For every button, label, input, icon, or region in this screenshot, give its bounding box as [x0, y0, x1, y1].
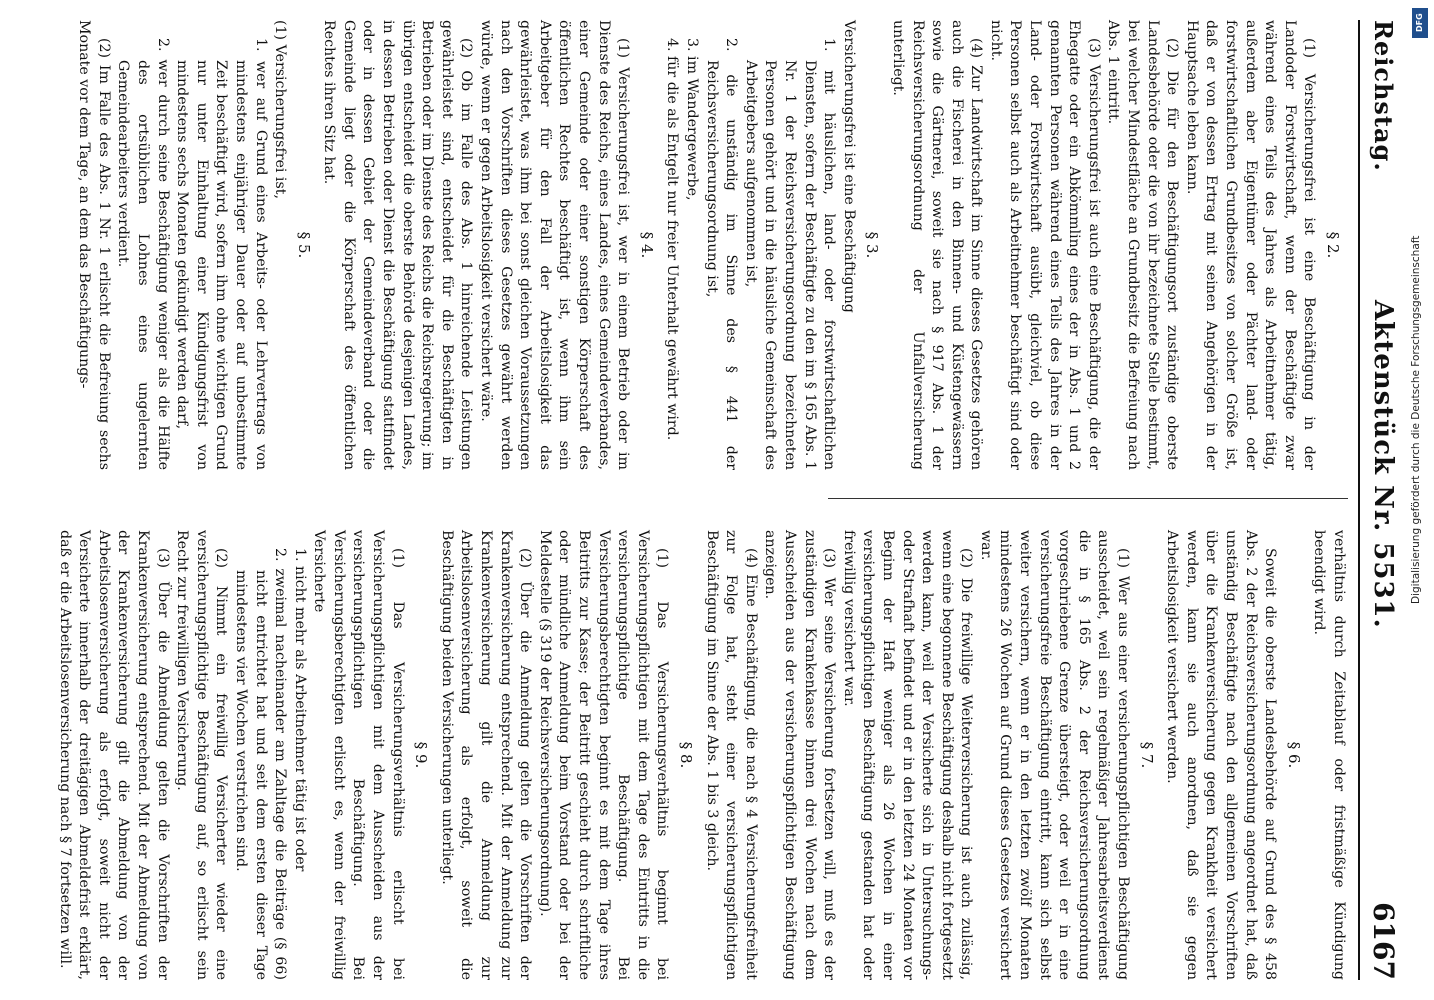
- section-heading: § 4.: [637, 231, 656, 259]
- section-heading: § 3.: [863, 231, 882, 259]
- paragraph: (2) Im Falle des Abs. 1 Nr. 1 erlischt die Befreiung sechs Monate vor dem Tage, an dem das Beschäftigungs-: [76, 20, 112, 470]
- section-heading: § 8.: [677, 741, 695, 769]
- paragraph: (4) Zur Landwirtschaft im Sinne dieses Gesetzes gehören auch die Fischerei in den Binnen- und Küstengewässern sowie die Gärtnerei, soweit sie nach § 917 Abs. 1 der Reichsversicherungsordnung der Unfallversicherung unterliegt.: [889, 20, 985, 470]
- list-item: 4. für die als Entgelt nur freier Unterhalt gewährt wird.: [664, 38, 681, 441]
- paragraph: (1) Das Versicherungsverhältnis beginnt bei Versicherungspflichtigen mit dem Tage des Eintritts in die versicherungspflichtige Beschäftigung. Bei Versicherungsberechtigten beginnt es mit dem Tage ihres Beitritts zur Kasse; der Beitritt geschieht durch schriftliche oder mündliche Anmeldung beim Vorstand oder bei der Meldestelle (§ 319 der Reichsversicherungsordnung).: [536, 530, 671, 980]
- paragraph: (2) Nimmt ein freiwillig Versicherter wieder eine versicherungspflichtige Beschäftigung auf, so erlischt sein Recht zur freiwilligen Versicherung.: [174, 530, 230, 980]
- section-heading: § 9.: [412, 741, 431, 769]
- left-column: [78, 20, 1348, 470]
- paragraph: (1) Das Versicherungsverhältnis erlischt bei Versicherungspflichtigen mit dem Ausscheiden aus der versicherungspflichtigen Beschäftigung. Bei Versicherungsberechtigten erlischt es, wenn der freiwillig Versicherte: [311, 530, 406, 980]
- paragraph: (2) Über die Anmeldung gelten die Vorschriften der Krankenversicherung entsprechend. Mit der Anmeldung zur Krankenversicherung gilt die Anmeldung zur Arbeitslosenversicherung als erfolgt, soweit die Beschäftigung beiden Versicherungen unterliegt.: [438, 530, 534, 980]
- paragraph: (1) Versicherungsfrei ist,: [272, 20, 289, 199]
- rotated-page: [56, 20, 1400, 980]
- section-heading: § 6.: [1284, 741, 1303, 769]
- section-heading: § 5.: [294, 231, 313, 259]
- paragraph: (1) Versicherungsfrei ist eine Beschäftigung in der Landoder Forstwirtschaft, wenn der Beschäftigte zwar während eines Teils des Jahres als Arbeitnehmer tätig, außerdem aber Eigentümer oder Pächter land- oder forstwirtschaftlichen Grundbesitzes von solcher Größe ist, daß er von dessen Ertrag mit seinen Angehörigen in der Hauptsache leben kann.: [1183, 20, 1318, 470]
- section-heading: § 2.: [1324, 231, 1342, 259]
- paragraph: verhältnis durch Zeitablauf oder fristmäßige Kündigung beendigt wird.: [1311, 530, 1347, 980]
- paragraph: (2) Die freiwillige Weiterversicherung ist auch zulässig, wenn eine begonnene Beschäftigung deshalb nicht fortgesetzt werden kann, weil der Versicherte sich in Untersuchungs- oder Strafhaft befindet und er in den letzten 24 Monaten vor Beginn der Haft weniger als 26 Wochen in einer versicherungspflichtigen Beschäftigung gestanden hat oder freiwillig versichert war.: [840, 530, 975, 980]
- header-title: Aktenstück Nr. 5531.: [1368, 300, 1398, 629]
- paragraph: (3) Versicherungsfrei ist auch eine Beschäftigung, die der Ehegatte oder ein Abkömmling eines der in Abs. 1 und 2 genannten Personen während eines Teils des Jahres in der Land- oder Forstwirtschaft ausübt, gleichviel, ob diese Personen selbst auch als Arbeitnehmer beschäftigt sind oder nicht.: [987, 20, 1102, 470]
- digitization-margin: [1400, 0, 1434, 1000]
- page-header: [1358, 20, 1400, 980]
- list-item: 2. die unständig im Sinne des § 441 der Reichsversicherungsordnung ist,: [703, 38, 740, 470]
- paragraph: (2) Die für den Beschäftigungsort zuständige oberste Landesbehörde oder die von ihr bezeichnete Stelle bestimmt, bei welcher Mindestfläche an Grundbesitz die Befreiung nach Abs. 1 eintritt.: [1105, 20, 1181, 470]
- paragraph: (4) Eine Beschäftigung, die nach § 4 Versicherungsfreiheit zur Folge hat, steht einer versicherungspflichtigen Beschäftigung im Sinne der Abs. 1 bis 3 gleich.: [703, 530, 759, 980]
- column-divider: [828, 498, 1348, 499]
- paragraph: (3) Wer seine Versicherung fortsetzen will, muß es der zuständigen Krankenkasse binnen drei Wochen nach dem Ausscheiden aus der versicherungspflichtigen Beschäftigung anzeigen.: [762, 530, 838, 980]
- page-number: 6167: [1367, 902, 1400, 980]
- list-item: 3. im Wandergewerbe,: [684, 38, 700, 201]
- section-heading: § 7.: [1137, 741, 1156, 769]
- paragraph: (1) Wer aus einer versicherungspflichtigen Beschäftigung ausscheidet, weil sein regelmäßiger Jahresarbeitsverdienst die in § 165 Abs. 2 der Reichsversicherungsordnung vorgeschriebene Grenze übersteigt, oder weil er in eine versicherungsfreie Beschäftigung eintritt, kann sich selbst weiter versichern, wenn er in den letzten zwölf Monaten mindestens 26 Wochen auf Grund dieses Gesetzes versichert war.: [977, 530, 1132, 980]
- paragraph: (2) Ob im Falle des Abs. 1 hinreichende Leistungen gewährleistet sind, entscheidet für die Beschäftigten in Betrieben oder im Dienste des Reichs die Reichsregierung; im übrigen entscheidet die oberste Behörde desjenigen Landes, in dessen Betrieben oder Dienst die Beschäftigung stattfindet oder in dessen Gebiet der Gemeindeverband oder die Gemeinde liegt oder die Körperschaft des öffentlichen Rechtes ihren Sitz hat.: [321, 20, 475, 470]
- digitization-note: Digitalisierung gefördert durch die Deutsche Forschungsgemeinschaft: [1410, 235, 1422, 604]
- right-column: [56, 530, 1348, 980]
- list-item: 1. mit häuslichen, land- oder forstwirtschaftlichen Diensten, sofern der Beschäftigte zu den im § 165 Abs. 1 Nr. 1 der Reichsversicherungsordnung bezeichneten Personen gehört und in die häusliche Gemeinschaft des Arbeitgebers aufgenommen ist,: [742, 38, 838, 470]
- header-left: Reichstag.: [1369, 20, 1398, 172]
- paragraph: (3) Über die Abmeldung gelten die Vorschriften der Krankenversicherung entsprechend. Mit der Abmeldung von der Krankenversicherung gilt die Abmeldung von der Arbeitslosenversicherung als erfolgt, soweit nicht der Versicherte innerhalb der dreitägigen Abmeldefrist erklärt, daß er die Arbeitslosenversicherung nach § 7 fortsetzen will.: [56, 530, 171, 980]
- paragraph: Versicherungsfrei ist eine Beschäftigung: [840, 20, 857, 313]
- paragraph: Soweit die oberste Landesbehörde auf Grund des § 458 Abs. 2 der Reichsversicherungsordnung angeordnet hat, daß unständig Beschäftigte nach den allgemeinen Vorschriften über die Krankenversicherung gegen Krankheit versichert werden, kann sie auch anordnen, daß sie gegen Arbeitslosigkeit versichert werden.: [1164, 530, 1279, 980]
- dfg-logo: DFG: [1412, 8, 1428, 38]
- list-item: 1. nicht mehr als Arbeitnehmer tätig ist oder: [291, 548, 308, 872]
- list-item: 2. wer durch seine Beschäftigung weniger als die Hälfte des ortsüblichen Lohnes eines ungelernten Gemeindearbeiters verdient.: [115, 38, 171, 470]
- list-item: 1. wer auf Grund eines Arbeits- oder Lehrvertrags von mindestens einjähriger Dauer oder auf unbestimmte Zeit beschäftigt wird, sofern ihm ohne wichtigen Grund nur unter Einhaltung einer Kündigungsfrist von mindestens sechs Monaten gekündigt werden darf,: [174, 38, 269, 470]
- paragraph: (1) Versicherungsfrei ist, wer in einem Betrieb oder im Dienste des Reichs, eines Landes, eines Gemeindeverbandes, einer Gemeinde oder einer sonstigen Körperschaft des öffentlichen Rechtes beschäftigt ist, wenn ihm sein Arbeitgeber für den Fall der Arbeitslosigkeit das gewährleistet, was ihm bei sonst gleichen Voraussetzungen nach den Vorschriften dieses Gesetzes gewährt werden würde, wenn er gegen Arbeitslosigkeit versichert wäre.: [478, 20, 632, 470]
- list-item: 2. zweimal nacheinander am Zahltage die Beiträge (§ 66) nicht entrichtet hat und seit dem ersten dieser Tage mindestens vier Wochen verstrichen sind.: [232, 548, 289, 980]
